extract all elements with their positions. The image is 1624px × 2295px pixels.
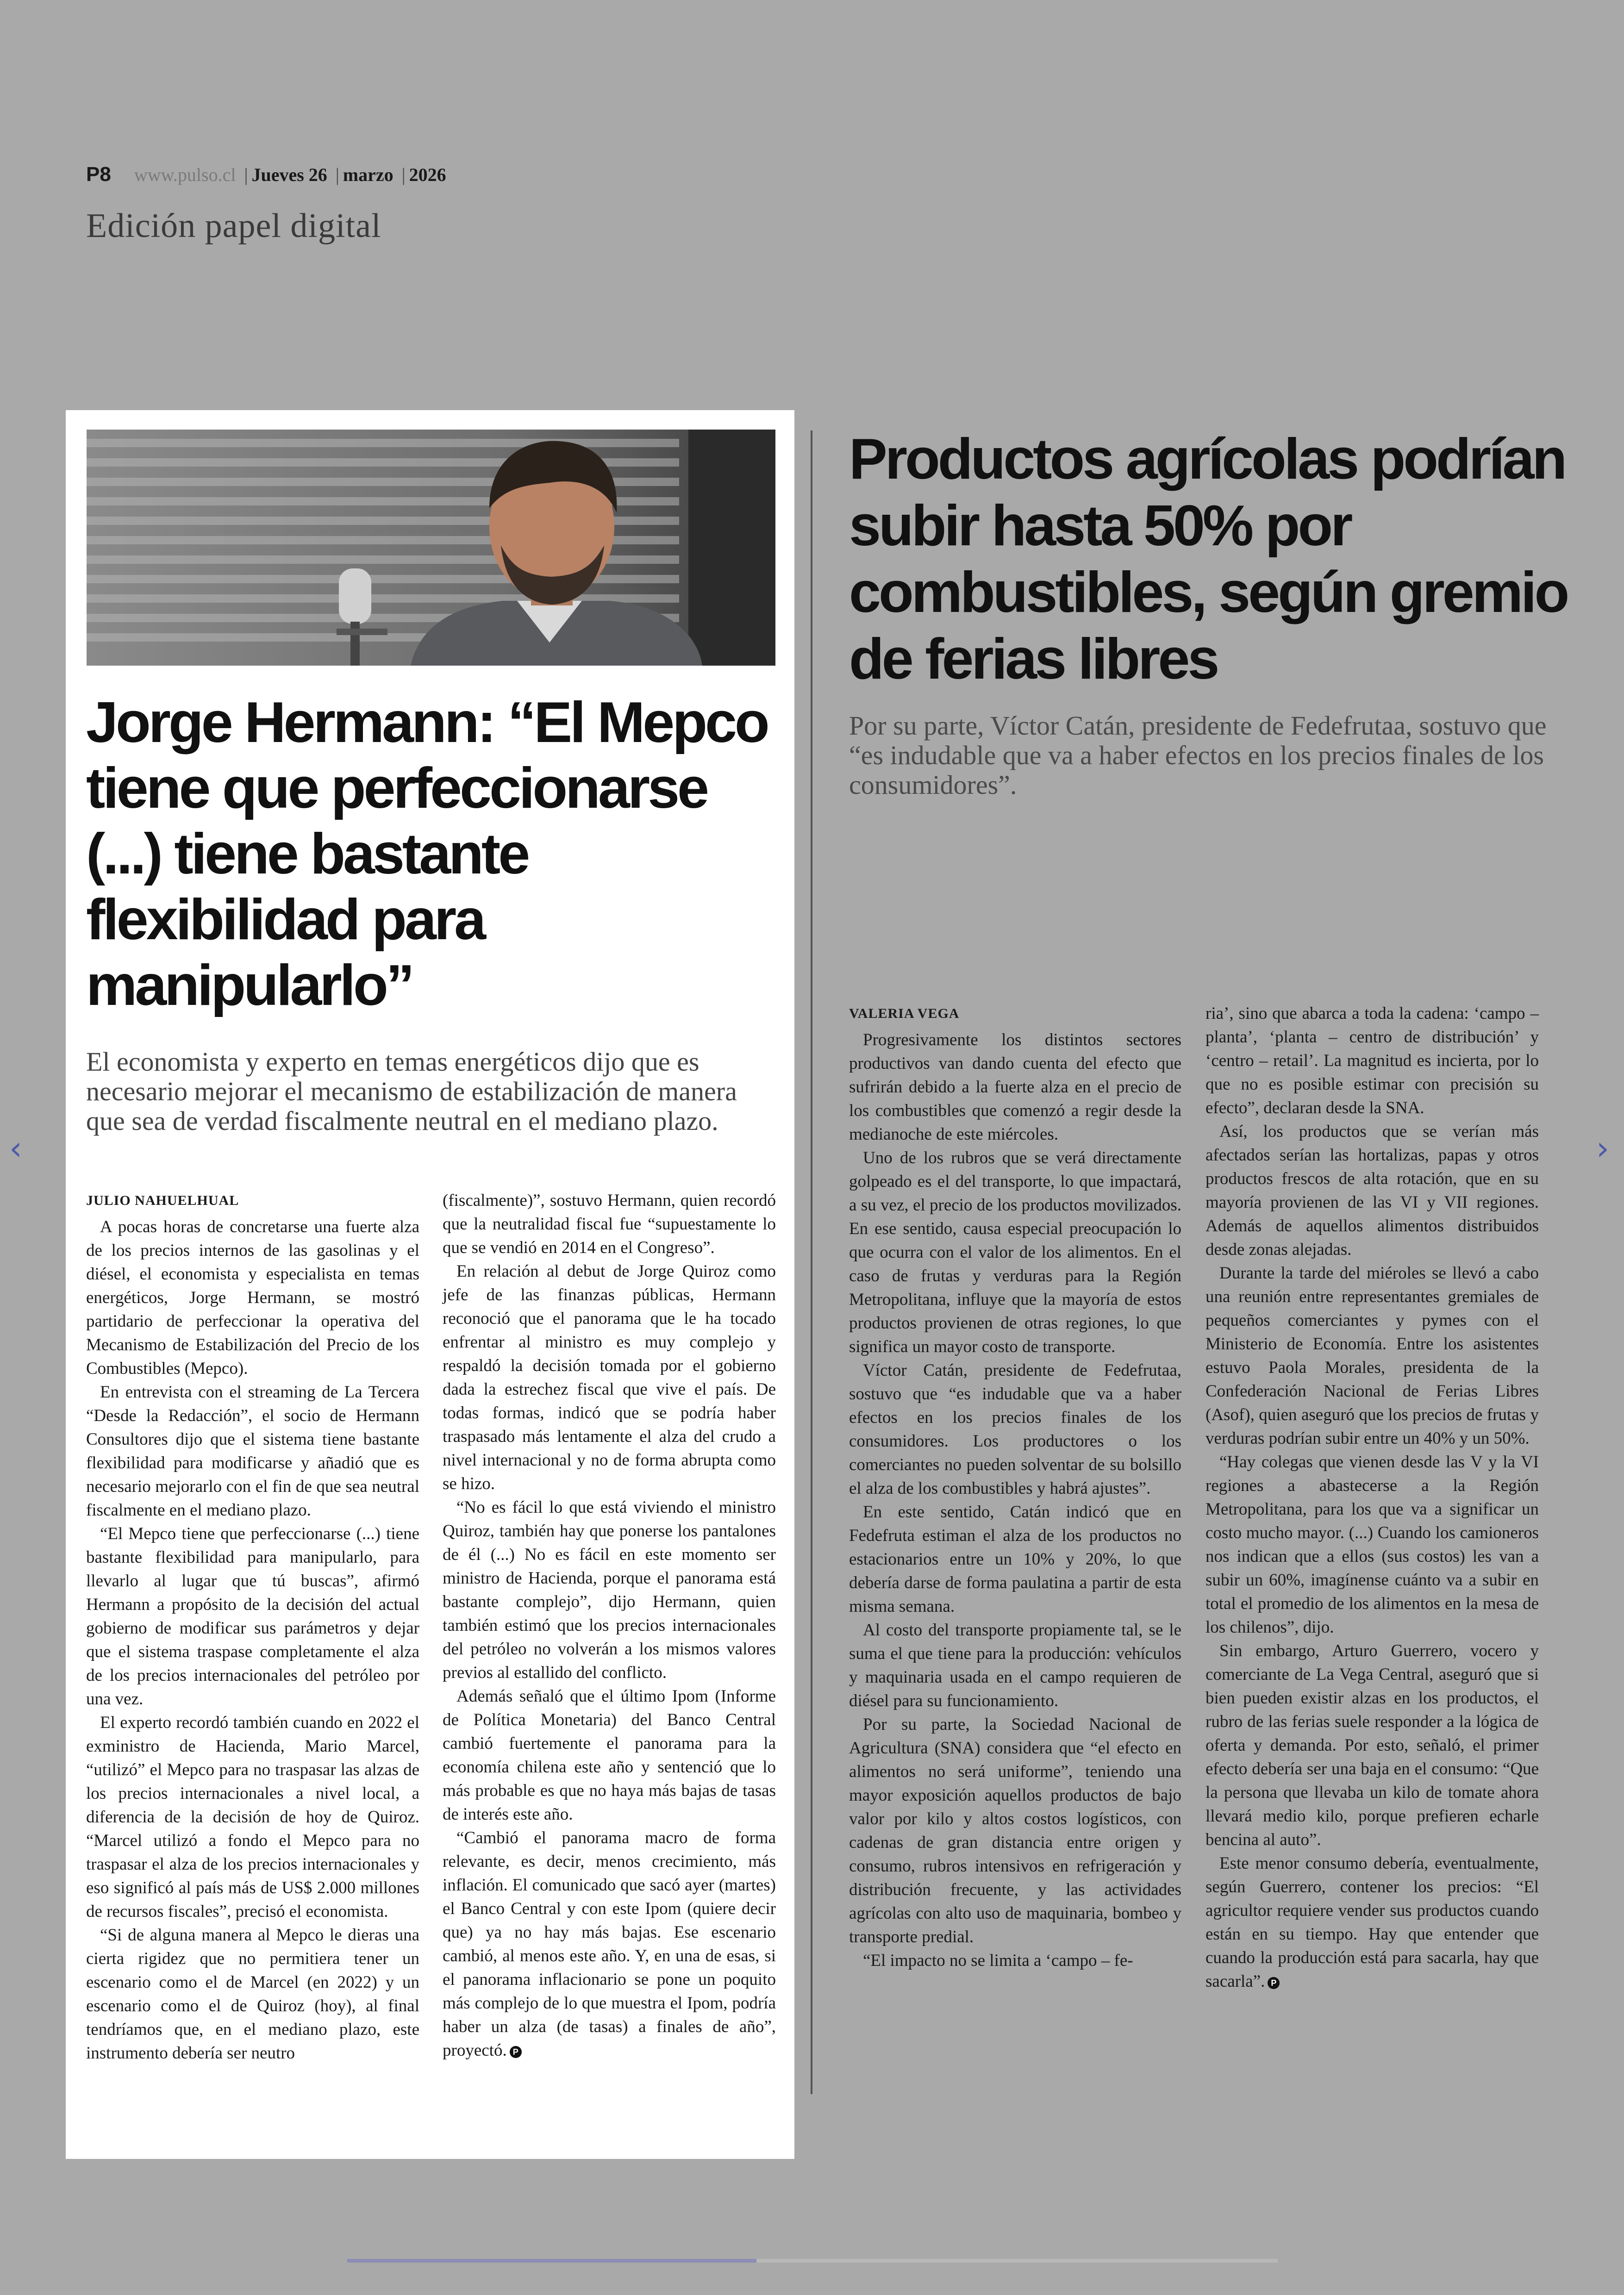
column-divider: [811, 430, 812, 2094]
date-month: marzo: [343, 164, 394, 185]
end-mark-icon: P: [1268, 1977, 1280, 1989]
paragraph: Sin embargo, Arturo Guerrero, vocero y comerciante de La Vega Central, aseguró que si bien pueden existir alzas en los productos, el rubro de las ferias suele responder a la lógica de oferta y demanda. Por esto, señaló, el primer efecto debería ser una baja en el consumo: “Que la persona que llevaba un kilo de tomate ahora llevará medio kilo, porque prefieren echarle bencina al auto”.: [1206, 1641, 1539, 1849]
portrait-photo: [87, 430, 775, 666]
article-column: [86, 1189, 419, 2065]
paragraph: “Si de alguna manera al Mepco le dieras una cierta rigidez que no permitiera tener un escenario como el de Marcel (en 2022) y un escenario como el de Quiroz (hoy), al final tendríamos que, en el mediano plazo, este instrumento debería ser neutro: [86, 1926, 419, 2063]
byline: VALERIA VEGA: [849, 1006, 960, 1021]
date-weekday-day: Jueves 26: [251, 164, 327, 185]
page-number: P8: [86, 163, 111, 186]
paragraph: Durante la tarde del miéroles se llevó a cabo una reunión entre representantes gremiales de pequeños comerciantes y pymes con el Ministerio de Economía. Entre los asistentes estuvo Paola Morales, presidenta de la Confederación Nacional de Ferias Libres (Asof), quien aseguró que los precios de frutas y verduras podrían subir entre un 40% y un 50%.: [1206, 1264, 1539, 1448]
paragraph: Así, los productos que se verían más afectados serían las hortalizas, papas y otros productos frescos de alta rotación, que en su mayoría provienen de las VI y VII regiones. Además de aquellos alimentos distribuidos desde zonas alejadas.: [1206, 1122, 1539, 1259]
end-mark-icon: P: [510, 2046, 522, 2058]
page-header: P8 www.pulso.cl | Jueves 26 | marzo | 2026: [86, 163, 446, 186]
paragraph: “Cambió el panorama macro de forma relevante, es decir, menos crecimiento, más inflación. El comunicado que sacó ayer (martes) el Banco Central y con este Ipom (quiere decir que) ya no hay más bajas. Ese escenario cambió, al menos este año. Y, en una de esas, si el panorama inflacionario se pone un poquito más complejo de lo que muestra el Ipom, podría haber un alza (de tasas) a finales de año”, proyectó.: [443, 1828, 776, 2060]
article-lead: Por su parte, Víctor Catán, presidente de Fedefrutaa, sostuvo que “es indudable que va a haber efectos en los precios finales de los consumidores”.: [849, 711, 1547, 800]
site-url: www.pulso.cl: [134, 164, 236, 185]
article-column: [1206, 1002, 1539, 1993]
paragraph: Progresivamente los distintos sectores productivos van dando cuenta del efecto que sufrirán debido a la fuerte alza en el precio de los combustibles que comenzó a regir desde la medianoche de este miércoles.: [849, 1030, 1181, 1144]
article-column: [849, 1002, 1181, 1972]
paragraph: En relación al debut de Jorge Quiroz como jefe de las finanzas públicas, Hermann reconoció que el panorama que le ha tocado enfrentar al ministro es muy complejo y respaldó la decisión tomada por el gobierno dada la estrechez fiscal que vive el país. De todas formas, indicó que se podría haber traspasado más lentamente el alza del crudo a nivel internacional y no de forma abrupta como se hizo.: [443, 1262, 776, 1493]
paragraph: Además señaló que el último Ipom (Informe de Política Monetaria) del Banco Central cambió fuertemente el panorama para la economía chilena este año y sentenció que lo más probable es que no haya más bajas de tasas de interés este año.: [443, 1687, 776, 1824]
article-column: [443, 1189, 776, 2062]
paragraph: “El Mepco tiene que perfeccionarse (...) tiene bastante flexibilidad para manipularlo, para llevarlo al lugar que tú buscas”, afirmó Hermann a propósito de la decisión del actual gobierno de modificar sus parámetros y dejar que el sistema traspase completamente el alza de los precios internacionales del petróleo por una vez.: [86, 1524, 419, 1709]
paragraph: Uno de los rubros que se verá directamente golpeado es el del transporte, lo que impactará, a su vez, el precio de los productos movilizados. En ese sentido, causa especial preocupación lo que ocurra con el valor de los alimentos. En el caso de frutas y verduras para la Región Metropolitana, influye que la mayoría de estos productos provienen de otras regiones, lo que significa un mayor costo de transporte.: [849, 1148, 1181, 1356]
paragraph: “No es fácil lo que está viviendo el ministro Quiroz, también hay que ponerse los pantalones de él (...) No es fácil en este momento ser ministro de Hacienda, porque el panorama está bastante complejo”, dijo Hermann, quien también estimó que los precios internacionales del petróleo no volverán a los mismos valores previos al estallido del conflicto.: [443, 1498, 776, 1682]
article-title: Productos agrícolas podrían subir hasta 50% por combustibles, según gremio de ferias libres: [849, 427, 1568, 691]
paragraph: ria’, sino que abarca a toda la cadena: ‘campo – planta’, ‘planta – centro de distribución’ y ‘centro – retail’. La magnitud es incierta, por lo que no es posible estimar con precisión su efecto”, declaran desde la SNA.: [1206, 1004, 1539, 1117]
paragraph: Víctor Catán, presidente de Fedefrutaa, sostuvo que “es indudable que va a haber efectos en los precios finales de los consumidores. Los productores o los comerciantes no pueden solventar de su bolsillo el alza de los combustibles y habrá ajustes”.: [849, 1361, 1181, 1498]
paragraph: (fiscalmente)”, sostuvo Hermann, quien recordó que la neutralidad fiscal fue “supuestamente lo que se vendió en 2014 en el Congreso”.: [443, 1191, 776, 1257]
paragraph: El experto recordó también cuando en 2022 el exministro de Hacienda, Mario Marcel, “utilizó” el Mepco para no traspasar las alzas de los precios internacionales a nivel local, a diferencia de la decisión de hoy de Quiroz. “Marcel utilizó a fondo el Mepco para no traspasar el alza de los precios internacionales y eso significó al país más de US$ 2.000 millones de recursos fiscales”, precisó el economista.: [86, 1713, 419, 1921]
byline: JULIO NAHUELHUAL: [86, 1193, 239, 1208]
paragraph: “Hay colegas que vienen desde las V y la VI regiones a abastecerse a la Región Metropolitana, para los que va a significar un costo mucho mayor. (...) Cuando los camioneros nos indican que a ellos (sus costos) les van a subir un 60%, imagínense cuánto va a subir en total el promedio de los alimentos en la mesa de los chilenos”, dijo.: [1206, 1453, 1539, 1637]
edition-label: Edición papel digital: [86, 207, 381, 245]
paragraph: En este sentido, Catán indicó que en Fedefruta estiman el alza de los productos no estacionarios entre un 10% y 20%, lo que debería darse de forma paulatina a partir de esta misma semana.: [849, 1503, 1181, 1616]
paragraph: A pocas horas de concretarse una fuerte alza de los precios internos de las gasolinas y el diésel, el economista y especialista en temas energéticos, Jorge Hermann, se mostró partidario de perfeccionar la operativa del Mecanismo de Estabilización del Precio de los Combustibles (Mepco).: [86, 1217, 419, 1378]
paragraph: “El impacto no se limita a ‘campo – fe-: [863, 1951, 1133, 1970]
article-lead: El economista y experto en temas energéticos dijo que es necesario mejorar el mecanismo de estabilización de manera que sea de verdad fiscalmente neutral en el mediano plazo.: [86, 1047, 737, 1136]
paragraph: Este menor consumo debería, eventualmente, según Guerrero, contener los precios: “El agricultor requiere vender sus productos cuando están en su tiempo. Hay que entender que cuando la producción está para sacarla, hay que sacarla”.: [1206, 1854, 1539, 1991]
scrollbar-thumb[interactable]: [347, 2259, 756, 2263]
chevron-right-icon[interactable]: ›: [1596, 1129, 1609, 1167]
chevron-left-icon[interactable]: ‹: [9, 1129, 22, 1167]
paragraph: Al costo del transporte propiamente tal, se le suma el que tiene para la producción: vehículos y maquinaria usada en el campo requieren de diésel para su funcionamiento.: [849, 1621, 1181, 1710]
date-year: 2026: [409, 164, 446, 185]
paragraph: En entrevista con el streaming de La Tercera “Desde la Redacción”, el socio de Hermann Consultores dijo que el sistema tiene bastante flexibilidad para modificarse y añadió que es necesario mejorarlo con el fin de que sea neutral fiscalmente en el mediano plazo.: [86, 1383, 419, 1520]
article-title: Jorge Hermann: “El Mepco tiene que perfeccionarse (...) tiene bastante flexibilidad para manipularlo”: [86, 691, 768, 1017]
paragraph: Por su parte, la Sociedad Nacional de Agricultura (SNA) considera que “el efecto en alimentos no será uniforme”, teniendo una mayor exposición aquellos productos de bajo valor por kilo y altos costos logísticos, con cadenas de gran distancia entre origen y consumo, rubros intensivos en refrigeración y distribución frecuente, y las actividades agrícolas con alto uso de maquinaria, bombeo y transporte predial.: [849, 1715, 1181, 1946]
horizontal-scrollbar[interactable]: [347, 2259, 1278, 2263]
